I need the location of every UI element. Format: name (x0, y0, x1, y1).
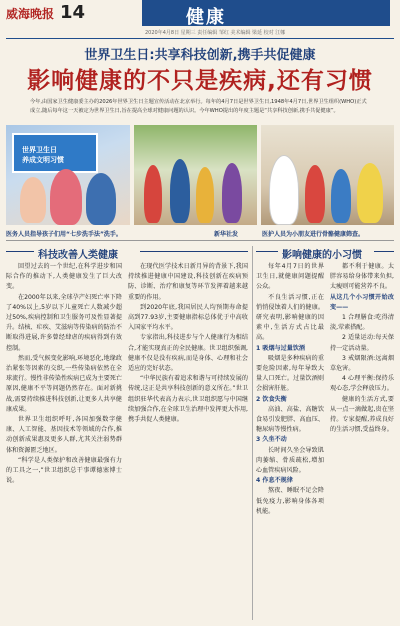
heading-rule (256, 251, 278, 252)
paragraph: 不良生活习惯,正在悄悄侵蚀着人们的健康。研究表明,影响健康的因素中,生活方式占比最高。 (256, 293, 324, 342)
child-figure (86, 173, 116, 225)
heading-rule (6, 251, 34, 252)
paragraph: 健康的生活方式,要从一点一滴做起,贵在坚持。专家提醒,养成良好的生活习惯,受益终身。 (330, 395, 394, 434)
paragraph: 高油、高盐、高糖饮食易引发肥胖、高血压、糖尿病等慢性病。 (256, 405, 324, 434)
paragraph: 然而,受气候变化影响,环境恶化,地缘政治紧张等因素的交织,一些传染病依然在全球流行。慢性非传染性疾病已成为主要死亡原因,健康不平等问题仍然存在。面对新挑战,需要持续推进科技创新,让更多人共享健康成果。 (6, 354, 122, 413)
paragraph: 4 心理平衡:保持乐观心态,学会释放压力。 (330, 375, 394, 393)
paragraph: “科学是人类保护和改善健康最强有力的工具之一,”世卫组织总干事谭德塞博士说。 (6, 456, 122, 485)
child-figure (20, 177, 46, 223)
paragraph: 世界卫生组织呼吁,各国加强数字健康、人工智能、基因技术等领域的合作,推动创新成果惠及更多人群,尤其关注弱势群体和资源匮乏地区。 (6, 416, 122, 454)
child-figure (222, 163, 242, 223)
paragraph: “中华民族有着追求和谐与可持续发展的传统,这正是共享科技创新的意义所在。”世卫组织驻华代表高力表示,世卫组织愿与中国继续加强合作,在全球卫生治理中发挥更大作用,携手共促人类健康。 (128, 375, 248, 424)
section-rule (6, 240, 394, 241)
photo-screening (261, 125, 394, 225)
paragraph: 都不利于健康。太胖容易给身体带来负担,太瘦则可能营养不良。 (330, 263, 394, 291)
page-header (0, 0, 400, 40)
child-figure (50, 169, 82, 225)
subheading: 3 久坐不动 (256, 436, 287, 444)
text-column-1 (6, 262, 122, 486)
header-rule (6, 38, 394, 39)
child-figure (331, 169, 351, 223)
section-banner (142, 0, 390, 26)
paragraph: 3 戒烟限酒:远离烟草危害。 (330, 354, 394, 373)
text-column-2 (128, 262, 248, 425)
masthead: 威海晚报 (6, 7, 55, 21)
page-meta: 2020年4月8日 星期三 责任编辑 邹红 美术编辑 梁延 校对 江娜 (145, 30, 286, 36)
paragraph: 每年4月7日的世界卫生日,就健康问题提醒公众。 (256, 263, 324, 291)
paragraph: 2 适量运动:每天保持一定活动量。 (330, 334, 394, 352)
photo-caption: 医护人员为小朋友进行骨骼健康筛查。 (262, 231, 365, 238)
paragraph: 到2020年底,我国居民人均预期寿命提高到77.93岁,主要健康指标总体优于中高收入国家平均水平。 (128, 303, 248, 332)
photo-exercise (134, 125, 257, 225)
paragraph: 吸烟是多种疾病的重要危险因素,每年导致大量人口死亡。过量饮酒则会损害肝脏。 (256, 354, 324, 393)
child-figure (305, 165, 325, 223)
article-headline: 影响健康的不只是疾病,还有习惯 (27, 68, 373, 94)
section-heading-right: 影响健康的小习惯 (282, 250, 362, 261)
doctor-figure (269, 155, 299, 225)
text-column-3 (256, 262, 324, 517)
photo-caption: 医务人员指导孩子们用“七步洗手法”洗手。 (6, 231, 122, 238)
heading-rule (140, 251, 248, 252)
subheading: 从这几个小习惯开始改变—— (330, 293, 394, 311)
article-kicker: 世界卫生日:共享科技创新,携手共促健康 (84, 48, 316, 63)
child-figure (170, 159, 190, 223)
text-column-4 (330, 262, 394, 435)
paragraph: 回望过去的一个世纪,在科学进步和国际合作的推动下,人类健康发生了巨大改变。 (6, 263, 122, 291)
section-title: 健康 (186, 7, 226, 28)
section-heading-left: 科技改善人类健康 (38, 250, 118, 261)
photo-credit: 新华社发 (214, 231, 239, 238)
paragraph: 熬夜、睡眠不足会降低免疫力,影响身体各项机能。 (256, 487, 324, 515)
event-board (12, 133, 98, 173)
column-divider (252, 246, 253, 620)
page-number: 14 (60, 2, 86, 23)
child-figure (196, 167, 214, 223)
paragraph: 在现代医学技术日新月异的背景下,我国持续推进健康中国建设,科技创新在疾病预防、诊断、治疗和康复等环节发挥着越来越重要的作用。 (128, 263, 248, 301)
subheading: 4 作息不规律 (256, 477, 293, 485)
paragraph: 长时间久坐会导致肌肉萎缩、骨质疏松,增加心血管疾病风险。 (256, 446, 324, 475)
paragraph: 1 合理膳食:吃得清淡,荤素搭配。 (330, 314, 394, 332)
board-text: 世界卫生日 养成文明习惯 (22, 146, 64, 164)
paragraph: 专家指出,科技进步与个人健康行为相结合,才能实现真正的全民健康。世卫组织强调,健康不仅是没有疾病,而是身体、心理和社会适应的完好状态。 (128, 334, 248, 373)
subheading: 2 饮食失衡 (256, 395, 287, 403)
subheading: 1 吸烟与过量饮酒 (256, 344, 306, 352)
photo-handwashing (6, 125, 130, 225)
heading-rule (374, 251, 394, 252)
child-figure (144, 165, 162, 223)
child-figure (357, 163, 383, 223)
paragraph: 在2000年以来,全球孕产妇死亡率下降了40%以上,5岁以下儿童死亡人数减少超过50%,疾病控制和卫生服务可及性显著提升。结核、疟疾、艾滋病等传染病的防治不断取得进展,许多曾经肆虐的疾病得到有效控制。 (6, 293, 122, 352)
article-lead: 今年,由国家卫生健康委主办的2026年世界卫生日主题宣传活动在北京举行。每年的4月7日是世界卫生日,1948年4月7日,世界卫生组织(WHO)正式成立,随后每年这一天被定为世界卫生日,旨在提高全球对健康问题的认识。今年WHO提出的年度主题是“共享科技创新,携手共促健康”。 (30, 99, 367, 114)
